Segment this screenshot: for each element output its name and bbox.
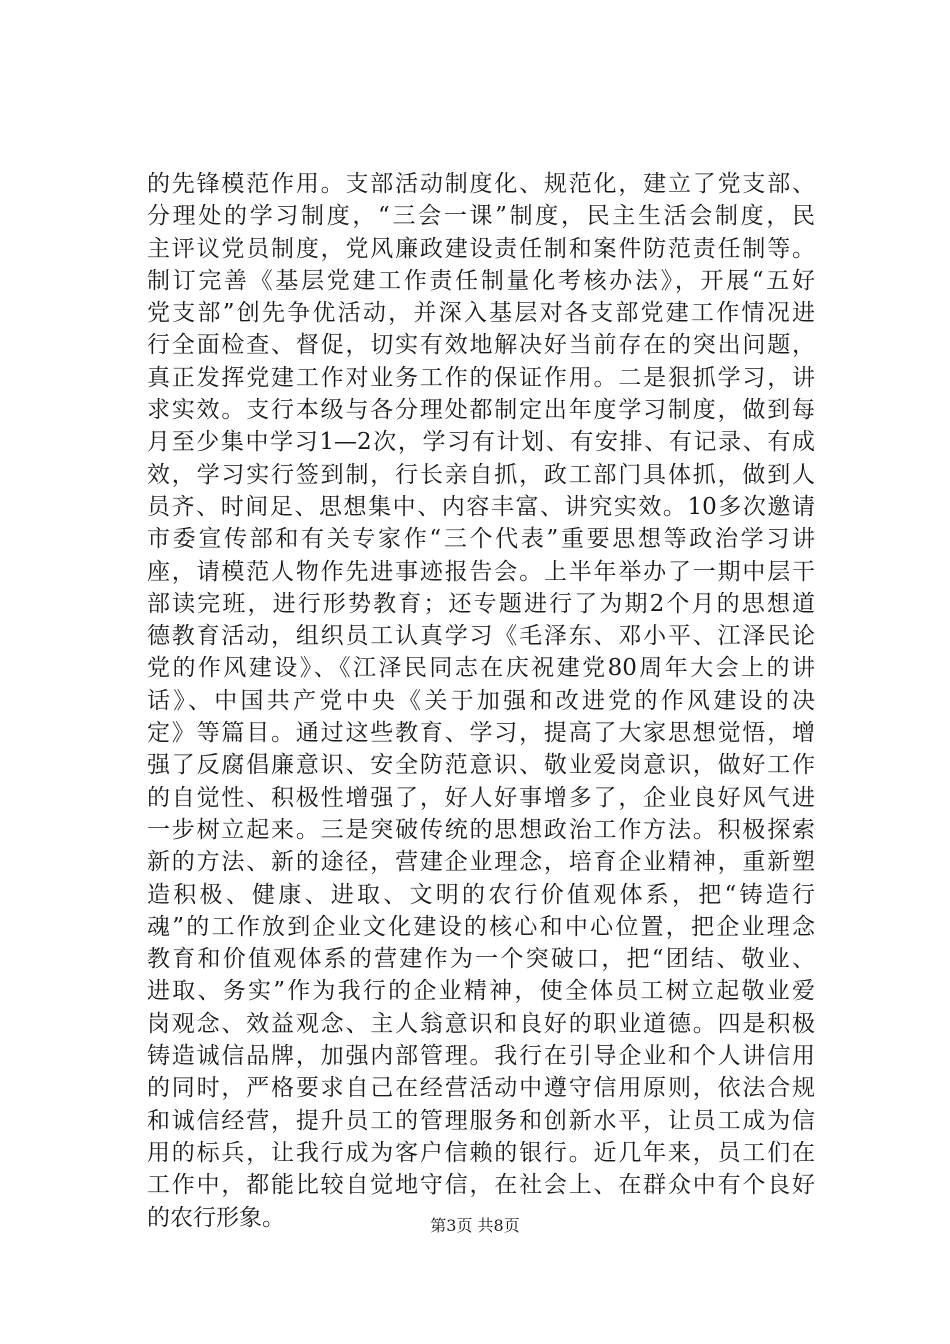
text-line: 强了反腐倡廉意识、安全防范意识、敬业爱岗意识，做好工作 [147,752,815,779]
text-line: 教育和价值观体系的营建作为一个突破口，把“团结、敬业、 [147,946,815,973]
text-line: 党支部”创先争优活动，并深入基层对各支部党建工作情况进 [147,300,815,327]
page-number-footer: 第3页 共8页 [430,1216,520,1235]
text-line: 铸造诚信品牌，加强内部管理。我行在引导企业和个人讲信用 [147,1043,815,1070]
text-line: 岗观念、效益观念、主人翁意识和良好的职业道德。四是积极 [147,1010,815,1037]
text-line: 求实效。支行本级与各分理处都制定出年度学习制度，做到每 [147,397,815,424]
text-line: 定》等篇目。通过这些教育、学习，提高了大家思想觉悟，增 [147,720,815,747]
text-line-last: 的农行形象。 [147,1204,285,1231]
text-line: 部读完班，进行形势教育；还专题进行了为期2个月的思想道 [147,590,815,617]
text-line: 主评议党员制度，党风廉政建设责任制和案件防范责任制等。 [147,235,815,262]
text-line: 员齐、时间足、思想集中、内容丰富、讲究实效。10多次邀请 [147,493,815,520]
text-line: 月至少集中学习1—2次，学习有计划、有安排、有记录、有成 [147,429,815,456]
text-line: 话》、中国共产党中央《关于加强和改进党的作风建设的决 [147,687,815,714]
text-line: 进取、务实”作为我行的企业精神，使全体员工树立起敬业爱 [147,978,815,1005]
text-line: 用的标兵，让我行成为客户信赖的银行。近几年来，员工们在 [147,1139,815,1166]
text-line: 真正发挥党建工作对业务工作的保证作用。二是狠抓学习，讲 [147,364,815,391]
text-line: 魂”的工作放到企业文化建设的核心和中心位置，把企业理念 [147,913,815,940]
text-line: 市委宣传部和有关专家作“三个代表”重要思想等政治学习讲 [147,526,815,553]
text-line: 德教育活动，组织员工认真学习《毛泽东、邓小平、江泽民论 [147,623,815,650]
text-line: 新的方法、新的途径，营建企业理念，培育企业精神，重新塑 [147,849,815,876]
text-line: 一步树立起来。三是突破传统的思想政治工作方法。积极探索 [147,816,815,843]
text-line: 座，请模范人物作先进事迹报告会。上半年举办了一期中层干 [147,558,815,585]
body-text [147,168,815,1234]
text-line: 的先锋模范作用。支部活动制度化、规范化，建立了党支部、 [147,171,815,197]
text-line: 造积极、健康、进取、文明的农行价值观体系，把“铸造行 [147,881,815,908]
text-line: 和诚信经营，提升员工的管理服务和创新水平，让员工成为信 [147,1107,815,1134]
text-line: 分理处的学习制度，“三会一课”制度，民主生活会制度，民 [147,203,815,230]
text-line: 行全面检查、督促，切实有效地解决好当前存在的突出问题， [147,332,815,359]
text-line: 制订完善《基层党建工作责任制量化考核办法》，开展“五好 [147,267,815,294]
text-line: 工作中，都能比较自觉地守信，在社会上、在群众中有个良好 [147,1172,815,1199]
text-line: 的同时，严格要求自己在经营活动中遵守信用原则，依法合规 [147,1075,815,1102]
text-line: 的自觉性、积极性增强了，好人好事增多了，企业良好风气进 [147,784,815,811]
text-line: 党的作风建设》、《江泽民同志在庆祝建党80周年大会上的讲 [147,655,815,682]
text-line: 效，学习实行签到制，行长亲自抓，政工部门具体抓，做到人 [147,461,815,488]
